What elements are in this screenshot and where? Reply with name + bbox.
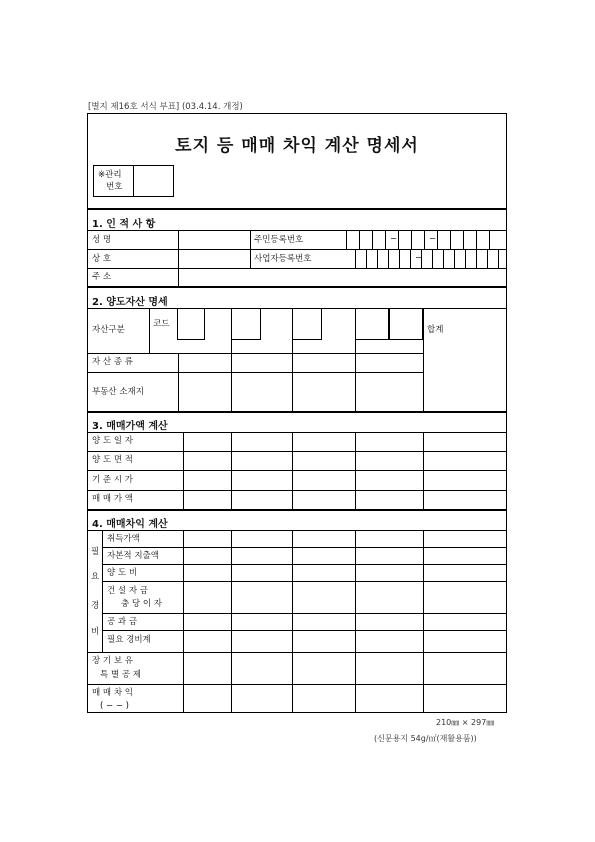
construction-interest-label-1: 건 설 자 금 bbox=[107, 586, 148, 596]
transfer-date-label: 양 도 일 자 bbox=[92, 436, 133, 446]
address-label: 주 소 bbox=[92, 272, 112, 282]
name-label: 성 명 bbox=[92, 235, 112, 245]
standard-price-label: 기 준 시 가 bbox=[92, 475, 133, 485]
code-box[interactable] bbox=[231, 308, 261, 340]
cost-total-label: 필요 경비계 bbox=[107, 635, 151, 645]
transfer-cost-label: 양 도 비 bbox=[107, 568, 138, 578]
section4-title: 4. 매매차익 계산 bbox=[92, 519, 168, 530]
sale-price-label: 매 매 가 액 bbox=[92, 494, 133, 504]
code-box[interactable] bbox=[389, 308, 423, 340]
trade-name-field[interactable] bbox=[179, 250, 249, 267]
longterm-deduction-label-1: 장 기 보 유 bbox=[92, 656, 133, 666]
code-label: 코드 bbox=[153, 319, 170, 329]
mgmt-label: ※관리 bbox=[98, 170, 122, 180]
brn-label: 사업자등록번호 bbox=[254, 254, 312, 264]
paper-size: 210㎜ × 297㎜ bbox=[436, 718, 495, 727]
capital-expenditure-label: 자본적 지출액 bbox=[107, 551, 159, 561]
section2-title: 2. 양도자산 명세 bbox=[92, 297, 168, 308]
construction-interest-label-2: 충 당 이 자 bbox=[121, 599, 162, 609]
code-box[interactable] bbox=[292, 308, 322, 340]
total-label: 합계 bbox=[427, 325, 444, 335]
address-field[interactable] bbox=[179, 269, 505, 285]
mgmt-number-field[interactable] bbox=[134, 166, 173, 196]
mgmt-label-2: 번호 bbox=[106, 182, 123, 192]
section1-title: 1. 인 적 사 항 bbox=[92, 219, 156, 230]
required-cost-char-4: 비 bbox=[91, 627, 100, 637]
rrn-dash-2: − bbox=[429, 234, 437, 244]
profit-label-2: ( − − ) bbox=[100, 701, 129, 711]
trade-name-label: 상 호 bbox=[92, 254, 112, 264]
rrn-field[interactable] bbox=[346, 230, 507, 249]
form-reference: [별지 제16호 서식 부표] (03.4.14. 개정) bbox=[88, 102, 243, 112]
transfer-area-label: 양 도 면 적 bbox=[92, 455, 133, 465]
required-cost-char-3: 경 bbox=[91, 601, 100, 611]
rrn-label: 주민등록번호 bbox=[254, 235, 304, 245]
name-field[interactable] bbox=[179, 231, 249, 248]
code-box[interactable] bbox=[355, 308, 389, 340]
rrn-dash-1: − bbox=[390, 234, 398, 244]
required-cost-char-2: 요 bbox=[91, 572, 100, 582]
acquisition-price-label: 취득가액 bbox=[107, 534, 140, 544]
asset-kind-label: 자 산 종 류 bbox=[92, 357, 133, 367]
profit-label-1: 매 매 차 익 bbox=[92, 688, 133, 698]
taxes-label: 공 과 금 bbox=[107, 617, 138, 627]
paper-type: (신문용지 54g/㎡(재활용품)) bbox=[374, 734, 477, 743]
brn-dash: − bbox=[415, 253, 423, 263]
code-box[interactable] bbox=[177, 308, 205, 340]
longterm-deduction-label-2: 특 별 공 제 bbox=[100, 670, 141, 680]
brn-field[interactable] bbox=[355, 249, 507, 268]
form-frame bbox=[87, 113, 507, 713]
required-cost-char-1: 필 bbox=[91, 547, 100, 557]
location-label: 부동산 소재지 bbox=[92, 387, 144, 397]
asset-type-label: 자산구분 bbox=[92, 325, 125, 335]
section3-title: 3. 매매가액 계산 bbox=[92, 421, 168, 432]
page-title: 토지 등 매매 차익 계산 명세서 bbox=[175, 136, 419, 156]
